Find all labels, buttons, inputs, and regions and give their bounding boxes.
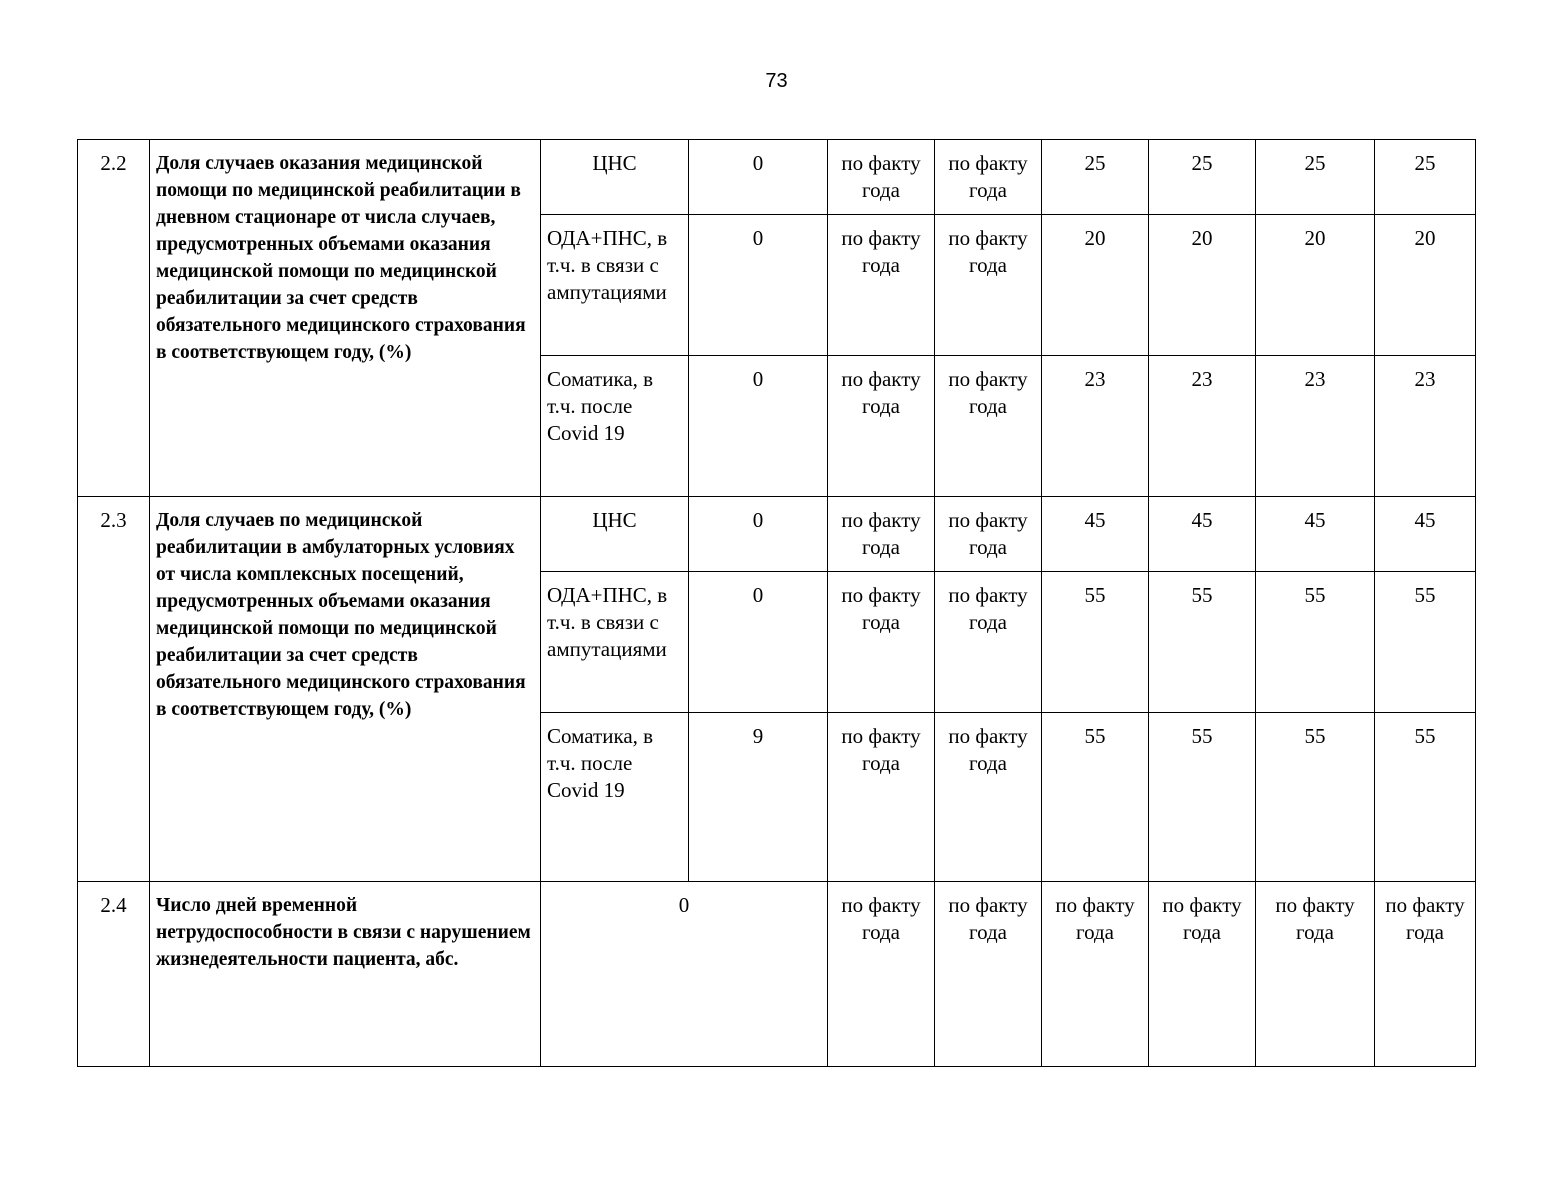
plan-value-2: по факту года xyxy=(935,497,1042,572)
plan-value-2: по факту года xyxy=(935,713,1042,882)
indicator-name: Доля случаев по медицинской реабилитации в амбулаторных условиях от числа комплексных посещений, предусмотренных объемами оказания медицинской помощи по медицинской реабилитации за счет средств обязательного медицинского страхования в соответствующем году, (%) xyxy=(150,497,541,882)
target-value-1: 25 xyxy=(1042,140,1149,215)
plan-value-2: по факту года xyxy=(935,215,1042,356)
target-value-4: 25 xyxy=(1375,140,1476,215)
category-cell: ОДА+ПНС, в т.ч. в связи с ампутациями xyxy=(541,215,689,356)
category-cell: ОДА+ПНС, в т.ч. в связи с ампутациями xyxy=(541,572,689,713)
base-value: 0 xyxy=(689,356,828,497)
plan-value-1: по факту года xyxy=(828,497,935,572)
target-value-4: 55 xyxy=(1375,572,1476,713)
target-value-4: 23 xyxy=(1375,356,1476,497)
target-value-4: 55 xyxy=(1375,713,1476,882)
target-value-3: по факту года xyxy=(1256,882,1375,1067)
plan-value-2: по факту года xyxy=(935,356,1042,497)
plan-value-1: по факту года xyxy=(828,140,935,215)
target-value-3: 45 xyxy=(1256,497,1375,572)
base-value: 0 xyxy=(689,215,828,356)
row-number: 2.2 xyxy=(78,140,150,497)
target-value-2: по факту года xyxy=(1149,882,1256,1067)
base-value: 0 xyxy=(541,882,828,1067)
plan-value-2: по факту года xyxy=(935,572,1042,713)
base-value: 0 xyxy=(689,572,828,713)
category-cell: Соматика, в т.ч. после Covid 19 xyxy=(541,356,689,497)
base-value: 0 xyxy=(689,140,828,215)
base-value: 9 xyxy=(689,713,828,882)
target-value-3: 20 xyxy=(1256,215,1375,356)
target-value-1: 23 xyxy=(1042,356,1149,497)
target-value-4: 45 xyxy=(1375,497,1476,572)
row-number: 2.3 xyxy=(78,497,150,882)
plan-value-1: по факту года xyxy=(828,572,935,713)
plan-value-1: по факту года xyxy=(828,882,935,1067)
target-value-2: 55 xyxy=(1149,572,1256,713)
plan-value-2: по факту года xyxy=(935,140,1042,215)
indicator-name: Число дней временной нетрудоспособности в связи с нарушением жизнедеятельности пациента, абс. xyxy=(150,882,541,1067)
target-value-1: 55 xyxy=(1042,572,1149,713)
category-cell: Соматика, в т.ч. после Covid 19 xyxy=(541,713,689,882)
target-value-2: 20 xyxy=(1149,215,1256,356)
table-row xyxy=(78,140,1476,215)
target-value-4: 20 xyxy=(1375,215,1476,356)
target-value-1: 45 xyxy=(1042,497,1149,572)
target-value-1: 55 xyxy=(1042,713,1149,882)
category-cell: ЦНС xyxy=(541,497,689,572)
target-value-2: 23 xyxy=(1149,356,1256,497)
target-value-1: по факту года xyxy=(1042,882,1149,1067)
plan-value-1: по факту года xyxy=(828,215,935,356)
target-value-3: 55 xyxy=(1256,572,1375,713)
plan-value-1: по факту года xyxy=(828,356,935,497)
target-value-2: 25 xyxy=(1149,140,1256,215)
target-value-2: 55 xyxy=(1149,713,1256,882)
target-value-3: 23 xyxy=(1256,356,1375,497)
plan-value-1: по факту года xyxy=(828,713,935,882)
target-value-2: 45 xyxy=(1149,497,1256,572)
category-cell: ЦНС xyxy=(541,140,689,215)
plan-value-2: по факту года xyxy=(935,882,1042,1067)
indicator-name: Доля случаев оказания медицинской помощи по медицинской реабилитации в дневном стационаре от числа случаев, предусмотренных объемами оказания медицинской помощи по медицинской реабилитации за счет средств обязательного медицинского страхования в соответствующем году, (%) xyxy=(150,140,541,497)
table-row xyxy=(78,497,1476,572)
indicators-table xyxy=(77,139,1476,1067)
target-value-4: по факту года xyxy=(1375,882,1476,1067)
target-value-1: 20 xyxy=(1042,215,1149,356)
row-number: 2.4 xyxy=(78,882,150,1067)
table-row xyxy=(78,882,1476,1067)
base-value: 0 xyxy=(689,497,828,572)
target-value-3: 25 xyxy=(1256,140,1375,215)
page-number: 73 xyxy=(765,70,788,92)
target-value-3: 55 xyxy=(1256,713,1375,882)
